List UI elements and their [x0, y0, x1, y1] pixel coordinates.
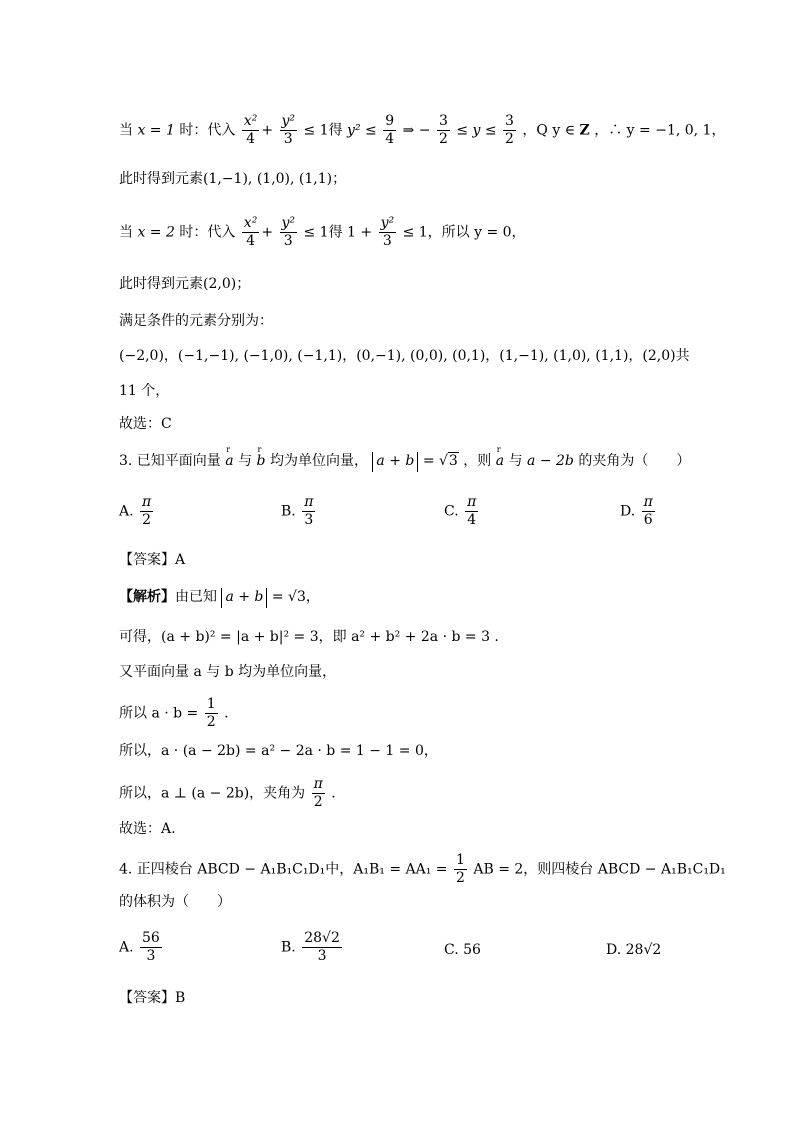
- text: 3. 已知平面向量: [119, 453, 221, 469]
- solution-3-line-7: 故选：A.: [119, 821, 176, 837]
- option-a: A. $\frac{56}{3}$: [119, 930, 160, 964]
- vector-b: r b: [257, 454, 266, 468]
- vector-a: r a: [496, 454, 504, 468]
- option-d: D. 28√2: [606, 942, 662, 958]
- answer-4: [119, 991, 185, 1005]
- text: 【答案】A: [119, 552, 186, 568]
- math: y² ≤: [347, 122, 377, 139]
- option-d: D. $\frac{\pi}{6}$: [620, 494, 653, 528]
- math: ，∴ y = −1, 0, 1，: [594, 122, 726, 139]
- sqrt: √3: [439, 453, 458, 469]
- solution-line-summary: [119, 314, 273, 328]
- text: 当: [119, 224, 133, 241]
- text: 均为单位向量，: [269, 453, 368, 469]
- question-4-stem-2: 的体积为（ ）: [119, 894, 231, 910]
- fraction: $\frac{\text{y²}}{3}$: [380, 215, 395, 249]
- solution-3-line-4: 所以 a · b = $\frac{1}{2}$ .: [119, 696, 229, 730]
- math: ≤ 1得 1 +: [303, 224, 373, 241]
- math: ⇒ −: [402, 122, 431, 139]
- math: ≤ y ≤: [456, 122, 497, 139]
- solution-3-line-2: 可得，(a + b)² = |a + b|² = 3，即 a² + b² + 2a · b = 3 .: [119, 629, 499, 645]
- solution-line-elements-1: [119, 172, 346, 186]
- solution-line-elements-2: [119, 277, 250, 291]
- option-b: B. $\frac{\pi}{3}$: [281, 494, 314, 528]
- math: a + b: [372, 452, 418, 472]
- text: 故选：C: [119, 416, 172, 432]
- solution-line-set: [119, 349, 690, 363]
- math: a − 2b: [527, 453, 574, 469]
- question-4-stem: 4. 正四棱台 ABCD − A₁B₁C₁D₁中，A₁B₁ = AA₁ = $\frac{1}{2}$ AB = 2，则四棱台 ABCD − A₁B₁C₁D₁: [119, 852, 726, 886]
- solution-3-line-3: 又平面向量 a 与 b 均为单位向量，: [119, 664, 337, 680]
- fraction: $\frac{\text{x²}}{4}$: [243, 215, 258, 249]
- text: 满足条件的元素分别为：: [119, 313, 273, 329]
- math: ，Q y ∈: [522, 122, 576, 139]
- solution-line-x2: 当 x = 2 时：代入 $\frac{\text{x²}}{4}$ + $\frac{\text{y²}}{3}$ ≤ 1得 1 + $\frac{\text{y²}}{3}$ ≤ 1，所以 y = 0，: [119, 215, 526, 249]
- fraction: $\frac{\text{y²}}{3}$: [281, 113, 296, 147]
- answer-choice-2: [119, 417, 172, 431]
- option-b: B. $\frac{28√2}{3}$: [281, 930, 340, 964]
- option-a: A. $\frac{\pi}{2}$: [119, 494, 152, 528]
- math: ≤ 1，所以 y = 0，: [402, 224, 526, 241]
- text: 与: [508, 453, 523, 469]
- option-c: C. $\frac{\pi}{4}$: [444, 494, 477, 528]
- solution-line-count: [119, 384, 169, 398]
- solution-3-line-5: 所以，a · (a − 2b) = a² − 2a · b = 1 − 1 = 0，: [119, 743, 438, 759]
- text: ，则: [463, 453, 492, 469]
- text: 的夹角为（ ）: [578, 453, 691, 469]
- fraction: $\frac{9}{4}$: [385, 113, 395, 147]
- text: (−2,0)，(−1,−1), (−1,0), (−1,1)，(0,−1), (0,0), (0,1)，(1,−1), (1,0), (1,1)，(2,0)共: [119, 348, 690, 364]
- answer-3: [119, 553, 185, 567]
- solution-line-x1: 当 x = 1 时：代入 $\frac{\text{x²}}{4}$ + $\frac{\text{y²}}{3}$ ≤ 1得 y² ≤ $\frac{9}{4}$ ⇒ − $\frac{3}{2}$ ≤ y ≤ $\frac{3}{2}$ ，Q y ∈ Z ，∴ y = −1, 0, 1，: [119, 113, 726, 147]
- text: 当: [119, 122, 133, 139]
- option-c: C. 56: [444, 942, 481, 958]
- math: Z: [579, 122, 590, 139]
- solution-3-line-1: 【解析】由已知 a + b = √3，: [119, 588, 320, 608]
- solution-3-line-6: 所以，a ⊥ (a − 2b)，夹角为 $\frac{\pi}{2}$ .: [119, 776, 336, 810]
- text: ≤ 1得: [303, 122, 343, 139]
- math: =: [422, 453, 435, 469]
- text: 时：代入: [179, 122, 236, 139]
- math: x = 2: [137, 224, 175, 241]
- math: x = 1: [137, 122, 175, 139]
- fraction: $\frac{3}{2}$: [505, 113, 514, 147]
- text: 与: [238, 453, 253, 469]
- text: 【答案】B: [119, 990, 186, 1006]
- text: 时：代入: [179, 224, 236, 241]
- text: 此时得到元素(1,−1), (1,0), (1,1)；: [119, 171, 347, 187]
- fraction: $\frac{3}{2}$: [438, 113, 448, 147]
- text: 11 个，: [119, 383, 170, 399]
- fraction: $\frac{\text{x²}}{4}$: [243, 113, 258, 147]
- question-3-stem: [119, 452, 690, 472]
- fraction: $\frac{\text{y²}}{3}$: [281, 215, 296, 249]
- text: 此时得到元素(2,0)；: [119, 276, 251, 292]
- vector-a: r a: [225, 454, 233, 468]
